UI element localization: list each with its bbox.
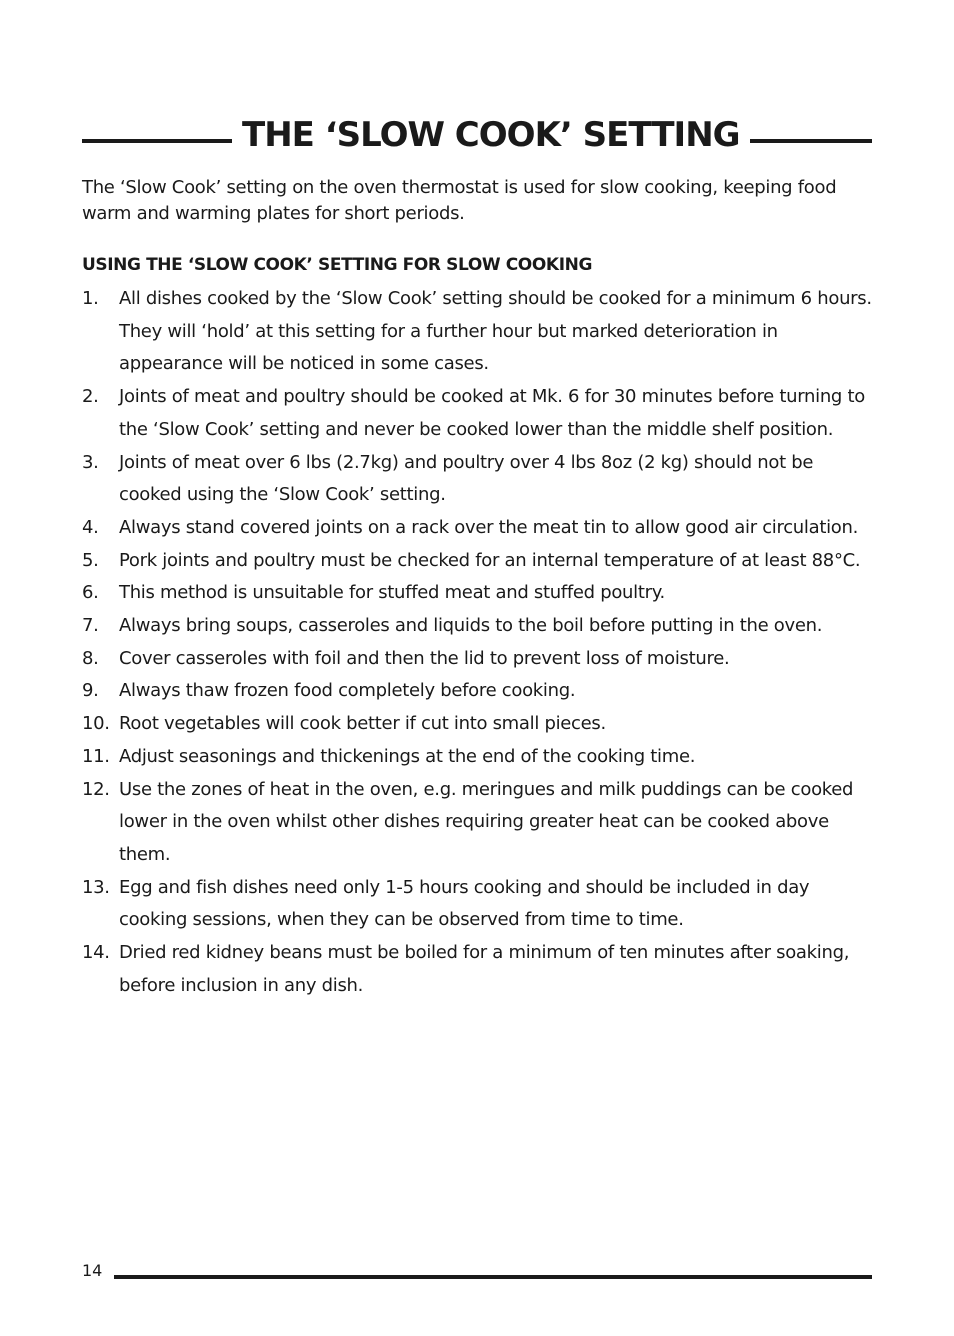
- list-item-number: 7.: [82, 615, 99, 637]
- list-item-number: 9.: [82, 680, 99, 702]
- list-item: [82, 381, 872, 446]
- list-item: [82, 708, 872, 741]
- list-item: [82, 675, 872, 708]
- list-item-text: Always bring soups, casseroles and liquids to the boil before putting in the oven.: [119, 615, 823, 637]
- list-item-number: 3.: [82, 451, 99, 473]
- list-item-text: Adjust seasonings and thickenings at the end of the cooking time.: [119, 745, 696, 767]
- list-item: [82, 577, 872, 610]
- list-item-number: 14.: [82, 942, 110, 964]
- list-item: [82, 610, 872, 643]
- list-item-number: 12.: [82, 778, 110, 800]
- list-item: [82, 774, 872, 872]
- list-item-text: Cover casseroles with foil and then the lid to prevent loss of moisture.: [119, 647, 730, 669]
- list-item-text: Pork joints and poultry must be checked for an internal temperature of at least 88°C.: [119, 549, 861, 571]
- list-item-number: 8.: [82, 647, 99, 669]
- list-item-text: Always stand covered joints on a rack over the meat tin to allow good air circulation.: [119, 516, 859, 538]
- list-item-text: Root vegetables will cook better if cut into small pieces.: [119, 713, 606, 735]
- page-title: THE ‘SLOW COOK’ SETTING: [242, 115, 740, 155]
- list-item-text: This method is unsuitable for stuffed meat and stuffed poultry.: [119, 582, 665, 604]
- list-item-number: 11.: [82, 745, 110, 767]
- list-item-number: 1.: [82, 288, 99, 309]
- list-item-number: 2.: [82, 386, 99, 408]
- section-heading: USING THE ‘SLOW COOK’ SETTING FOR SLOW COOKING: [82, 255, 592, 275]
- list-item-number: 13.: [82, 876, 110, 898]
- list-item-text: Dried red kidney beans must be boiled for a minimum of ten minutes after soaking, before inclusion in any dish.: [119, 942, 850, 996]
- list-item-text: Use the zones of heat in the oven, e.g. meringues and milk puddings can be cooked lower in the oven whilst other dishes requiring greater heat can be cooked above them.: [119, 778, 854, 865]
- list-item-number: 5.: [82, 549, 99, 571]
- title-rule-left: [82, 139, 232, 143]
- list-item: [82, 545, 872, 578]
- list-item: [82, 872, 872, 937]
- list-item-text: Joints of meat over 6 lbs (2.7kg) and poultry over 4 lbs 8oz (2 kg) should not be cooked using the ‘Slow Cook’ setting.: [119, 451, 814, 506]
- footer-rule: [114, 1275, 872, 1279]
- title-row: [82, 112, 872, 158]
- list-item: [82, 937, 872, 1002]
- list-item: [82, 447, 872, 512]
- list-item: [82, 512, 872, 545]
- steps-list: [82, 283, 872, 1002]
- list-item-number: 10.: [82, 713, 110, 735]
- list-item-text: Always thaw frozen food completely before cooking.: [119, 680, 576, 702]
- title-rule-right: [750, 139, 872, 143]
- list-item-number: 4.: [82, 516, 99, 538]
- list-item-number: 6.: [82, 582, 99, 604]
- list-item: [82, 741, 872, 774]
- list-item-text: Joints of meat and poultry should be cooked at Mk. 6 for 30 minutes before turning to the ‘Slow Cook’ setting and never be cooked lower than the middle shelf position.: [119, 386, 865, 440]
- intro-paragraph: The ‘Slow Cook’ setting on the oven thermostat is used for slow cooking, keeping food warm and warming plates for short periods.: [82, 177, 837, 224]
- list-item: [82, 283, 872, 381]
- list-item-text: Egg and fish dishes need only 1-5 hours cooking and should be included in day cooking sessions, when they can be observed from time to time.: [119, 876, 810, 931]
- page-footer: [82, 1258, 872, 1284]
- list-item-text: All dishes cooked by the ‘Slow Cook’ setting should be cooked for a minimum 6 hours. They will ‘hold’ at this setting for a further hour but marked deterioration in appearance will be noticed in some cases.: [119, 288, 872, 375]
- list-item: [82, 643, 872, 676]
- page-number: 14: [82, 1261, 103, 1280]
